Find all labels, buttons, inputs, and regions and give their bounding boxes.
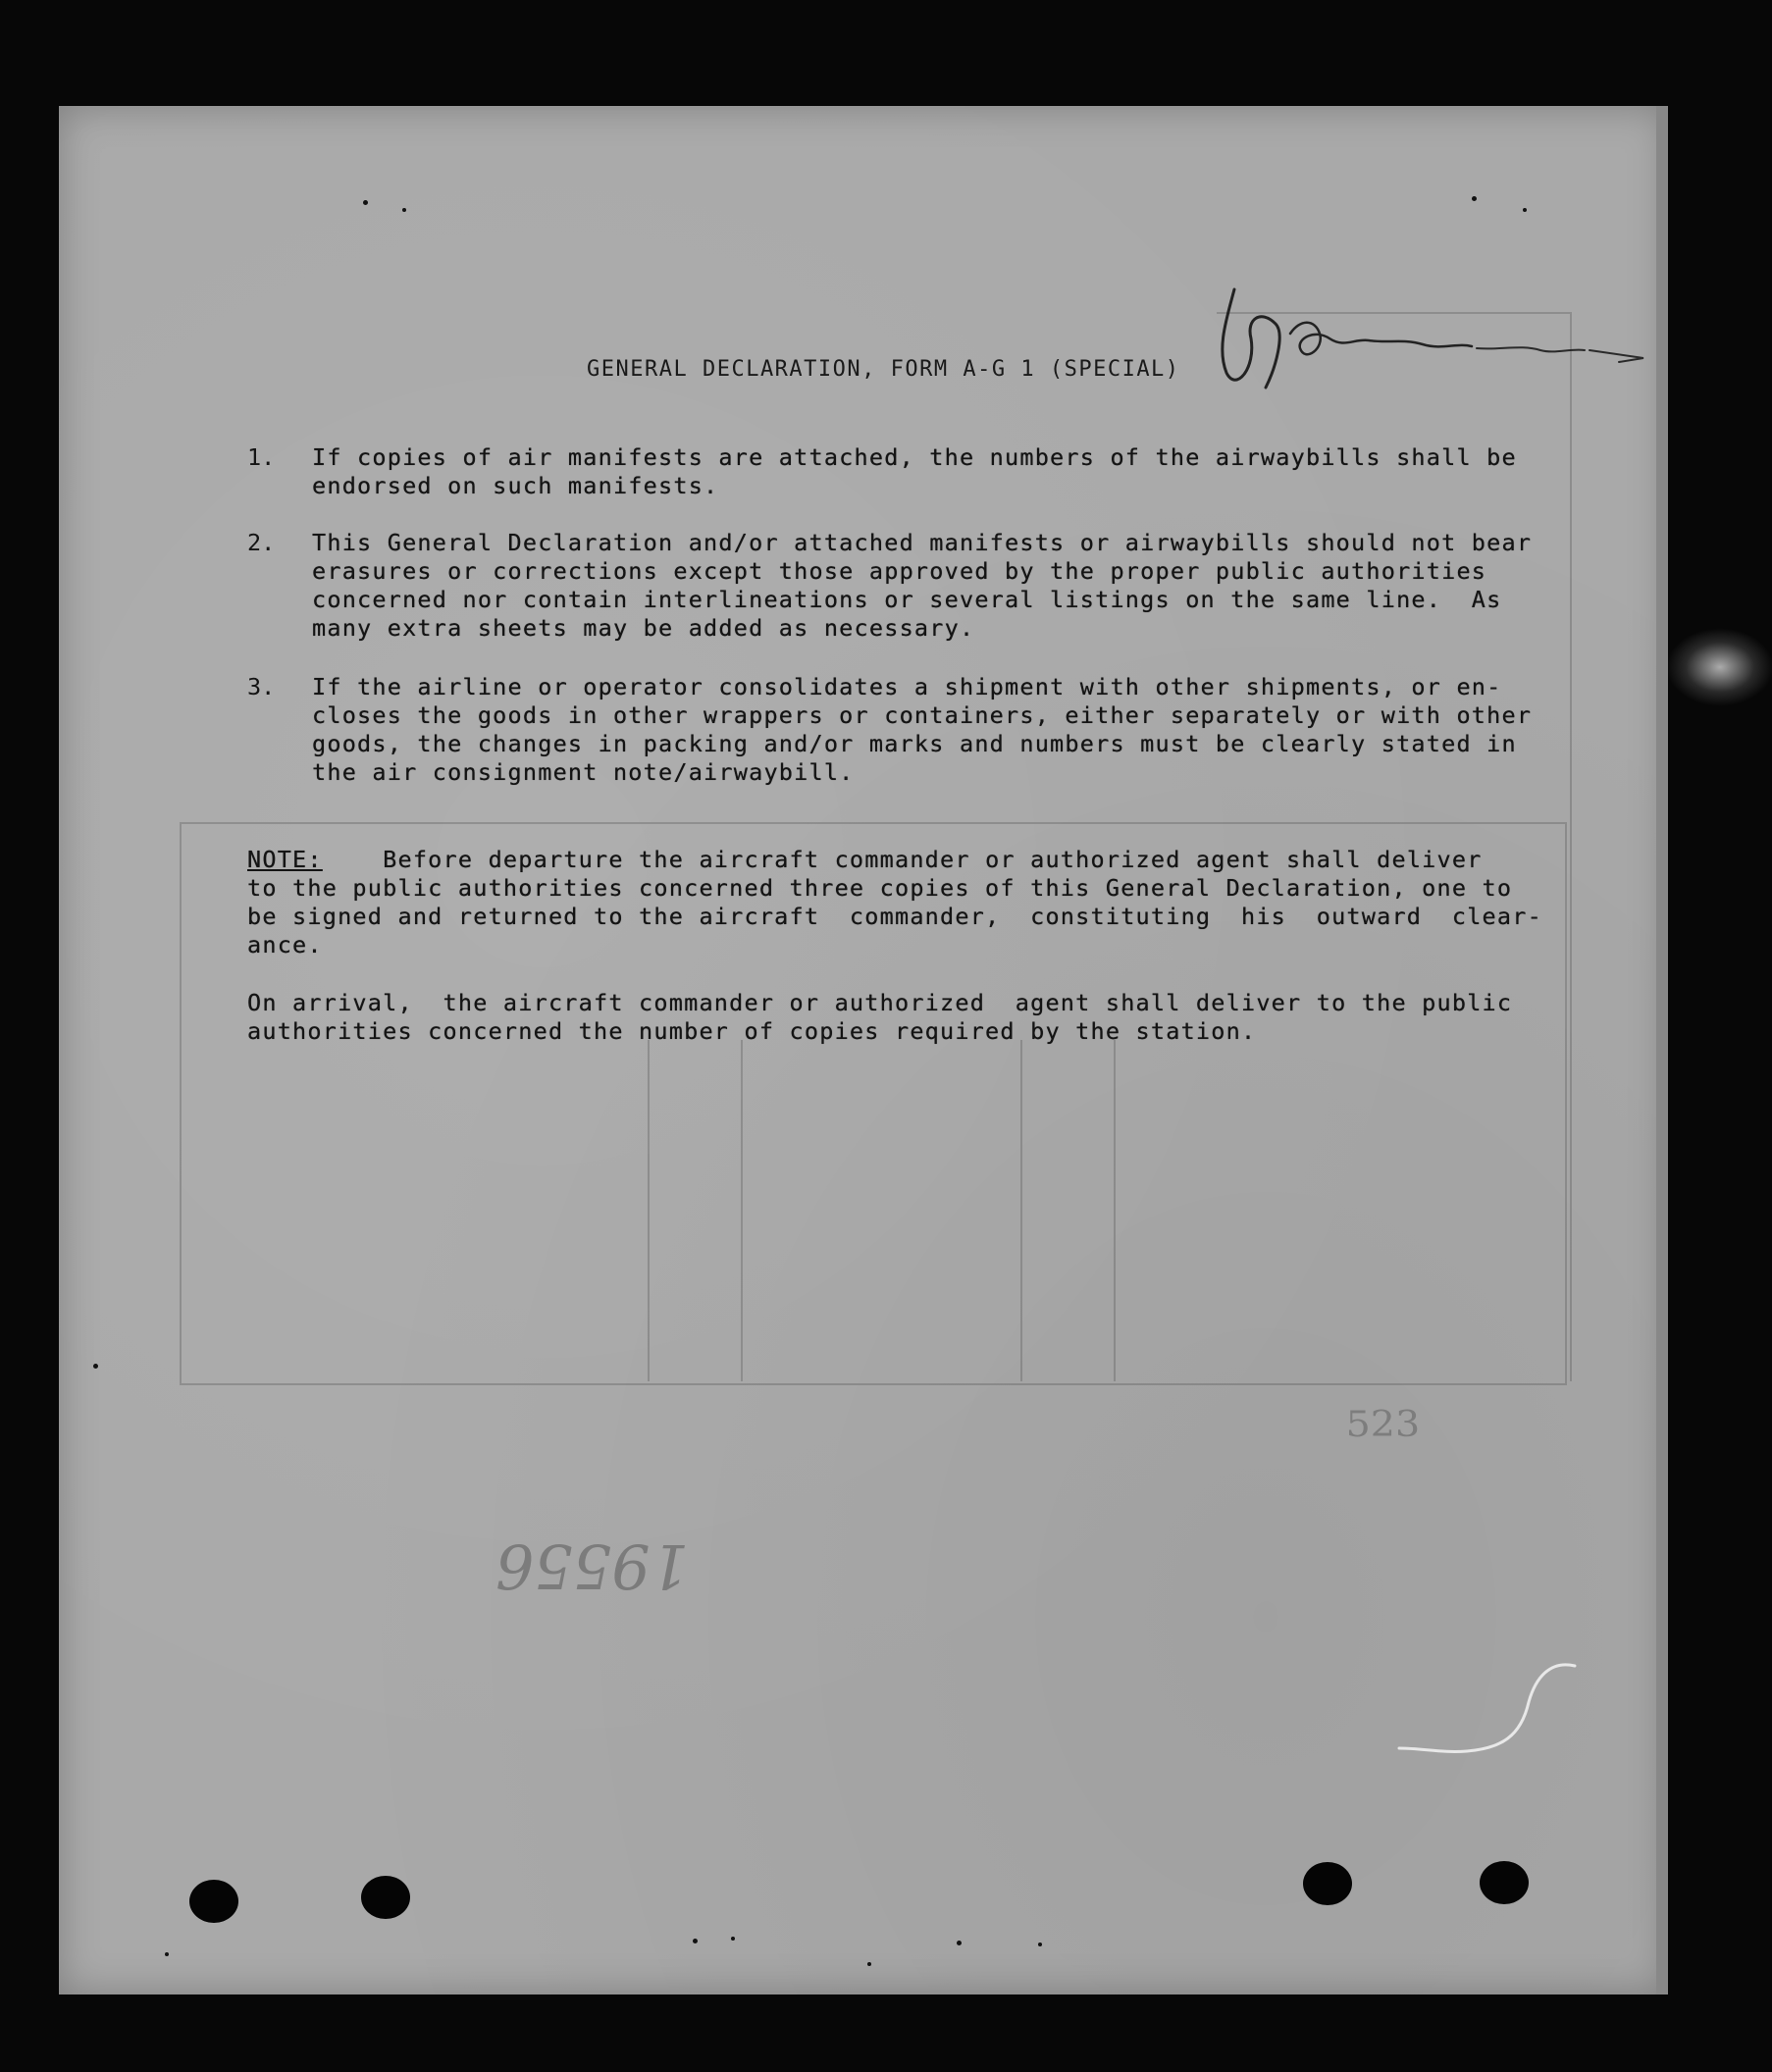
dust-speck	[693, 1939, 698, 1943]
item-2-line-1: This General Declaration and/or attached manifests or airwaybills should not bear	[312, 529, 1533, 556]
note-line-4: ance.	[247, 931, 323, 958]
punch-hole	[361, 1876, 410, 1919]
form-title: GENERAL DECLARATION, FORM A-G 1 (SPECIAL)	[587, 357, 1180, 382]
punch-hole	[189, 1880, 238, 1923]
dust-speck	[363, 200, 368, 205]
bleed-through-rule	[1020, 1040, 1022, 1381]
note-label: NOTE:	[247, 846, 323, 873]
bleed-through-number: 523	[1345, 1405, 1421, 1445]
bleed-through-rule	[741, 1040, 743, 1381]
item-3-line-3: goods, the changes in packing and/or marks and numbers must be clearly stated in	[312, 730, 1517, 757]
item-number: 1.	[247, 443, 276, 471]
note-line-3: be signed and returned to the aircraft commander, constituting his outward clear-	[247, 903, 1542, 930]
item-number: 2.	[247, 529, 276, 556]
dust-speck	[1038, 1942, 1042, 1946]
signature	[1207, 280, 1668, 427]
arrival-line-2: authorities concerned the number of copies required by the station.	[247, 1017, 1257, 1045]
punch-hole	[1303, 1862, 1352, 1905]
dust-speck	[957, 1941, 962, 1945]
bleed-through-rule	[1570, 312, 1572, 1381]
punch-hole	[1480, 1861, 1529, 1904]
note-line-2: to the public authorities concerned three copies of this General Declaration, one to	[247, 874, 1513, 902]
note-first-line-text: Before departure the aircraft commander or authorized agent shall deliver	[322, 846, 1483, 873]
item-number: 3.	[247, 673, 276, 700]
item-1-line-2: endorsed on such manifests.	[312, 472, 719, 499]
bleed-through-handwritten-number: 19556	[495, 1530, 690, 1602]
light-flare	[1666, 628, 1772, 706]
item-3-line-2: closes the goods in other wrappers or containers, either separately or with other	[312, 701, 1533, 729]
dust-speck	[1523, 208, 1527, 212]
dust-speck	[1472, 196, 1477, 201]
bleed-through-rule	[1114, 1040, 1116, 1381]
arrival-line-1: On arrival, the aircraft commander or authorized agent shall deliver to the public	[247, 989, 1513, 1016]
item-2-line-3: concerned nor contain interlineations or several listings on the same line. As	[312, 586, 1502, 613]
dust-speck	[93, 1364, 98, 1369]
item-1-line-1: If copies of air manifests are attached, the numbers of the airwaybills shall be	[312, 443, 1517, 471]
item-3-line-4: the air consignment note/airwaybill.	[312, 758, 855, 786]
note-first-line	[247, 846, 1483, 874]
dust-speck	[731, 1937, 735, 1941]
dust-speck	[402, 208, 406, 212]
item-2-line-2: erasures or corrections except those approved by the proper public authorities	[312, 557, 1487, 585]
bleed-through-rule	[648, 1040, 650, 1381]
item-2-line-4: many extra sheets may be added as necessary.	[312, 614, 975, 642]
scratch-mark	[1393, 1658, 1580, 1766]
dust-speck	[165, 1952, 169, 1956]
item-3-line-1: If the airline or operator consolidates a shipment with other shipments, or en-	[312, 673, 1502, 700]
dust-speck	[867, 1962, 871, 1966]
